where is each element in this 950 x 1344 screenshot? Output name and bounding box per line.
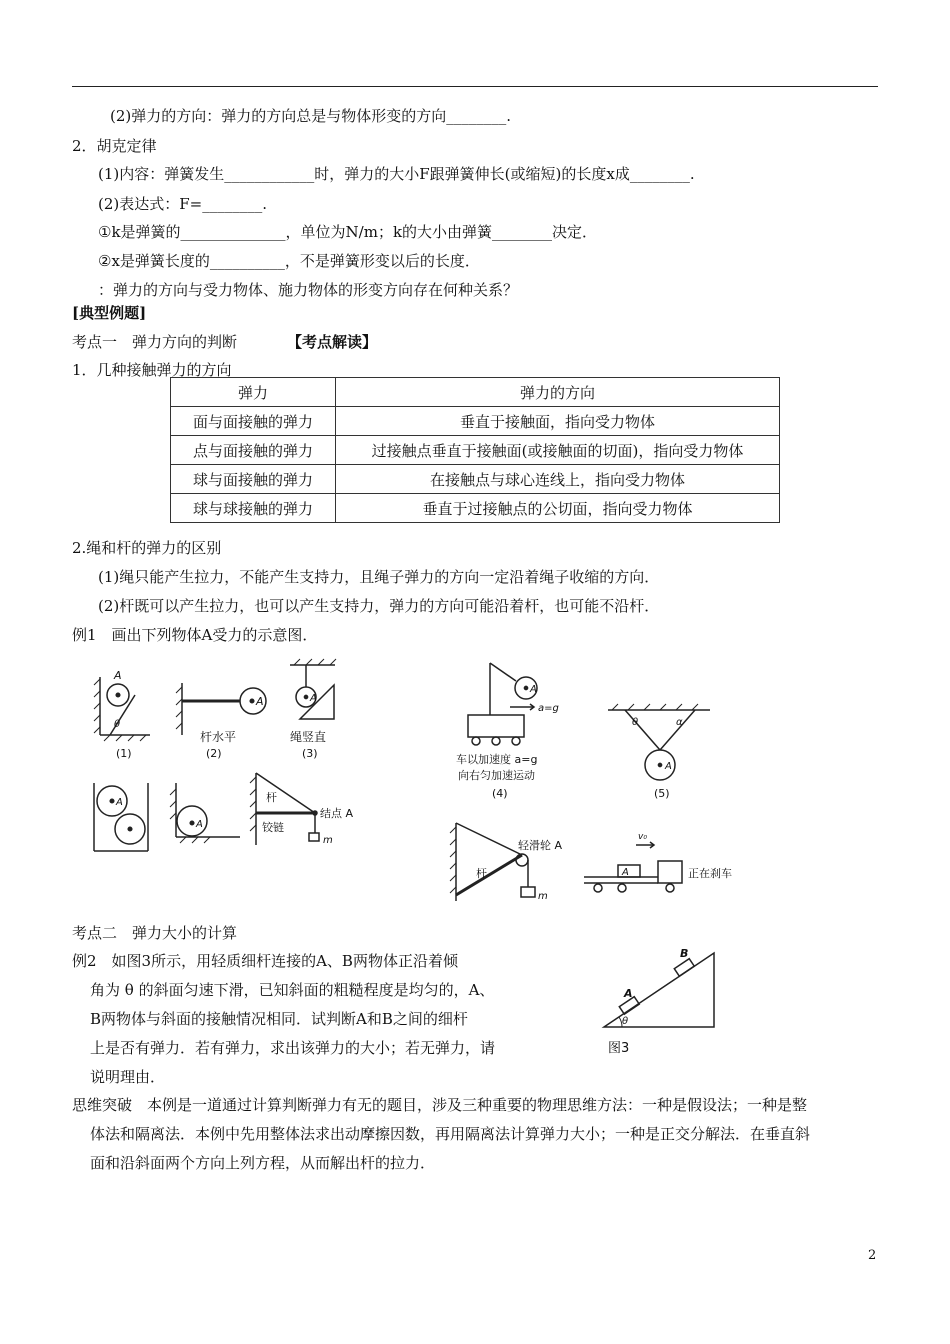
label-node: 结点 A bbox=[320, 807, 354, 820]
topic-heading: 考点二 弹力大小的计算 bbox=[72, 924, 238, 942]
table-header-cell: 弹力的方向 bbox=[336, 378, 780, 407]
elastic-force-table bbox=[170, 377, 780, 523]
label-b: B bbox=[680, 947, 689, 960]
text-line: 角为 θ 的斜面匀速下滑，已知斜面的粗糙程度是均匀的，A、 bbox=[90, 981, 495, 999]
text-line: 思维突破 本例是一道通过计算判断弹力有无的题目，涉及三种重要的物理思维方法：一种是假设法；一种是整 bbox=[72, 1096, 808, 1114]
text-line: 面和沿斜面两个方向上列方程，从而解出杆的拉力． bbox=[90, 1154, 436, 1172]
figure-truck bbox=[584, 832, 732, 892]
text-line: ①k是弹簧的______________，单位为N/m；k的大小由弹簧________决定． bbox=[98, 223, 598, 241]
figure-number: (3) bbox=[302, 747, 318, 760]
figure-caption: 图3 bbox=[608, 1041, 630, 1056]
table-cell: 球与球接触的弹力 bbox=[171, 494, 336, 523]
label-a: A bbox=[114, 669, 122, 682]
label-a: A bbox=[622, 867, 629, 878]
figure-two-balls bbox=[94, 783, 148, 851]
table-row bbox=[171, 407, 780, 436]
figure-ball-corner bbox=[170, 783, 240, 843]
label-a: A bbox=[116, 797, 123, 808]
table-header-row bbox=[171, 378, 780, 407]
label-accel: a=g bbox=[538, 703, 559, 714]
figure-2 bbox=[176, 683, 266, 760]
text-line: ②x是弹簧长度的__________，不是弹簧形变以后的长度． bbox=[98, 252, 480, 270]
text-line: (2)杆既可以产生拉力，也可以产生支持力，弹力的方向可能沿着杆，也可能不沿杆． bbox=[98, 597, 660, 615]
table-row bbox=[171, 436, 780, 465]
table-cell: 过接触点垂直于接触面(或接触面的切面)，指向受力物体 bbox=[336, 436, 780, 465]
figure-number: (1) bbox=[116, 747, 132, 760]
label-a: A bbox=[256, 695, 264, 708]
figure-caption: 绳竖直 bbox=[290, 730, 327, 744]
table-cell: 面与面接触的弹力 bbox=[171, 407, 336, 436]
example-heading: 例2 如图3所示，用轻质细杆连接的A、B两物体正沿着倾 bbox=[72, 952, 458, 970]
section-heading: 2．胡克定律 bbox=[72, 137, 157, 155]
label-theta: θ bbox=[114, 719, 121, 730]
text-line: (1)绳只能产生拉力，不能产生支持力，且绳子弹力的方向一定沿着绳子收缩的方向． bbox=[98, 568, 660, 586]
label-rod: 杆 bbox=[476, 867, 487, 880]
figure-3 bbox=[290, 659, 336, 760]
table-cell: 球与面接触的弹力 bbox=[171, 465, 336, 494]
label-theta: θ bbox=[622, 1016, 629, 1027]
table-cell: 在接触点与球心连线上，指向受力物体 bbox=[336, 465, 780, 494]
figure-number: (2) bbox=[206, 747, 222, 760]
header-rule bbox=[72, 86, 878, 87]
table-cell: 垂直于接触面，指向受力物体 bbox=[336, 407, 780, 436]
topic-tag: 【考点解读】 bbox=[287, 333, 378, 351]
table-row bbox=[171, 465, 780, 494]
label-a: A bbox=[624, 987, 633, 1000]
example-heading: 例1 画出下列物体A受力的示意图． bbox=[72, 626, 318, 644]
label-alpha: α bbox=[676, 717, 683, 728]
figure-5 bbox=[608, 704, 710, 800]
section-heading: [典型例题] bbox=[72, 304, 147, 322]
text-line: (2)弹力的方向：弹力的方向总是与物体形变的方向________. bbox=[110, 107, 512, 125]
figure-pulley bbox=[450, 823, 562, 902]
label-hinge: 铰链 bbox=[262, 821, 284, 834]
text-line: 上是否有弹力．若有弹力，求出该弹力的大小；若无弹力，请 bbox=[90, 1039, 496, 1057]
label-a: A bbox=[665, 761, 672, 772]
figure-hinged-rod bbox=[250, 773, 353, 846]
text-line: (1)内容：弹簧发生____________时，弹力的大小F跟弹簧伸长(或缩短)的长度x成________. bbox=[98, 165, 695, 183]
figure-caption: 车以加速度 a=g bbox=[456, 753, 538, 766]
example1-figure bbox=[80, 655, 732, 905]
label-v0: v₀ bbox=[638, 832, 647, 842]
topic-heading: 考点一 弹力方向的判断 bbox=[72, 333, 238, 351]
text-line: (2)表达式：F=________. bbox=[98, 195, 267, 213]
label-braking: 正在刹车 bbox=[688, 867, 732, 880]
label-a: A bbox=[530, 684, 537, 695]
table-header-cell: 弹力 bbox=[171, 378, 336, 407]
text-line: 2.绳和杆的弹力的区别 bbox=[72, 539, 222, 557]
figure-1 bbox=[94, 669, 150, 760]
label-a: A bbox=[196, 819, 203, 830]
text-line: 说明理由． bbox=[90, 1068, 166, 1086]
figure3-incline bbox=[600, 945, 725, 1060]
page-number: 2 bbox=[868, 1248, 877, 1263]
figure-caption: 杆水平 bbox=[200, 730, 237, 744]
text-line: 体法和隔离法．本例中先用整体法求出动摩擦因数，再用隔离法计算弹力大小；一种是正交分解法．在垂直斜 bbox=[90, 1125, 811, 1143]
label-m: m bbox=[538, 891, 548, 902]
label-theta: θ bbox=[632, 717, 639, 728]
figure-4 bbox=[456, 663, 559, 800]
label-m: m bbox=[323, 835, 333, 846]
label-rod: 杆 bbox=[266, 791, 277, 804]
table-cell: 垂直于过接触点的公切面，指向受力物体 bbox=[336, 494, 780, 523]
figure-caption: 向右匀加速运动 bbox=[458, 769, 535, 782]
text-line: B两物体与斜面的接触情况相同．试判断A和B之间的细杆 bbox=[90, 1010, 468, 1028]
figure-number: (5) bbox=[654, 787, 670, 800]
figure-number: (4) bbox=[492, 787, 508, 800]
table-cell: 点与面接触的弹力 bbox=[171, 436, 336, 465]
table-row bbox=[171, 494, 780, 523]
label-pulley: 轻滑轮 A bbox=[518, 839, 563, 852]
text-line: 1．几种接触弹力的方向 bbox=[72, 361, 232, 379]
question-line: ：弹力的方向与受力物体、施力物体的形变方向存在何种关系？ bbox=[98, 281, 519, 299]
label-a: A bbox=[310, 693, 317, 704]
